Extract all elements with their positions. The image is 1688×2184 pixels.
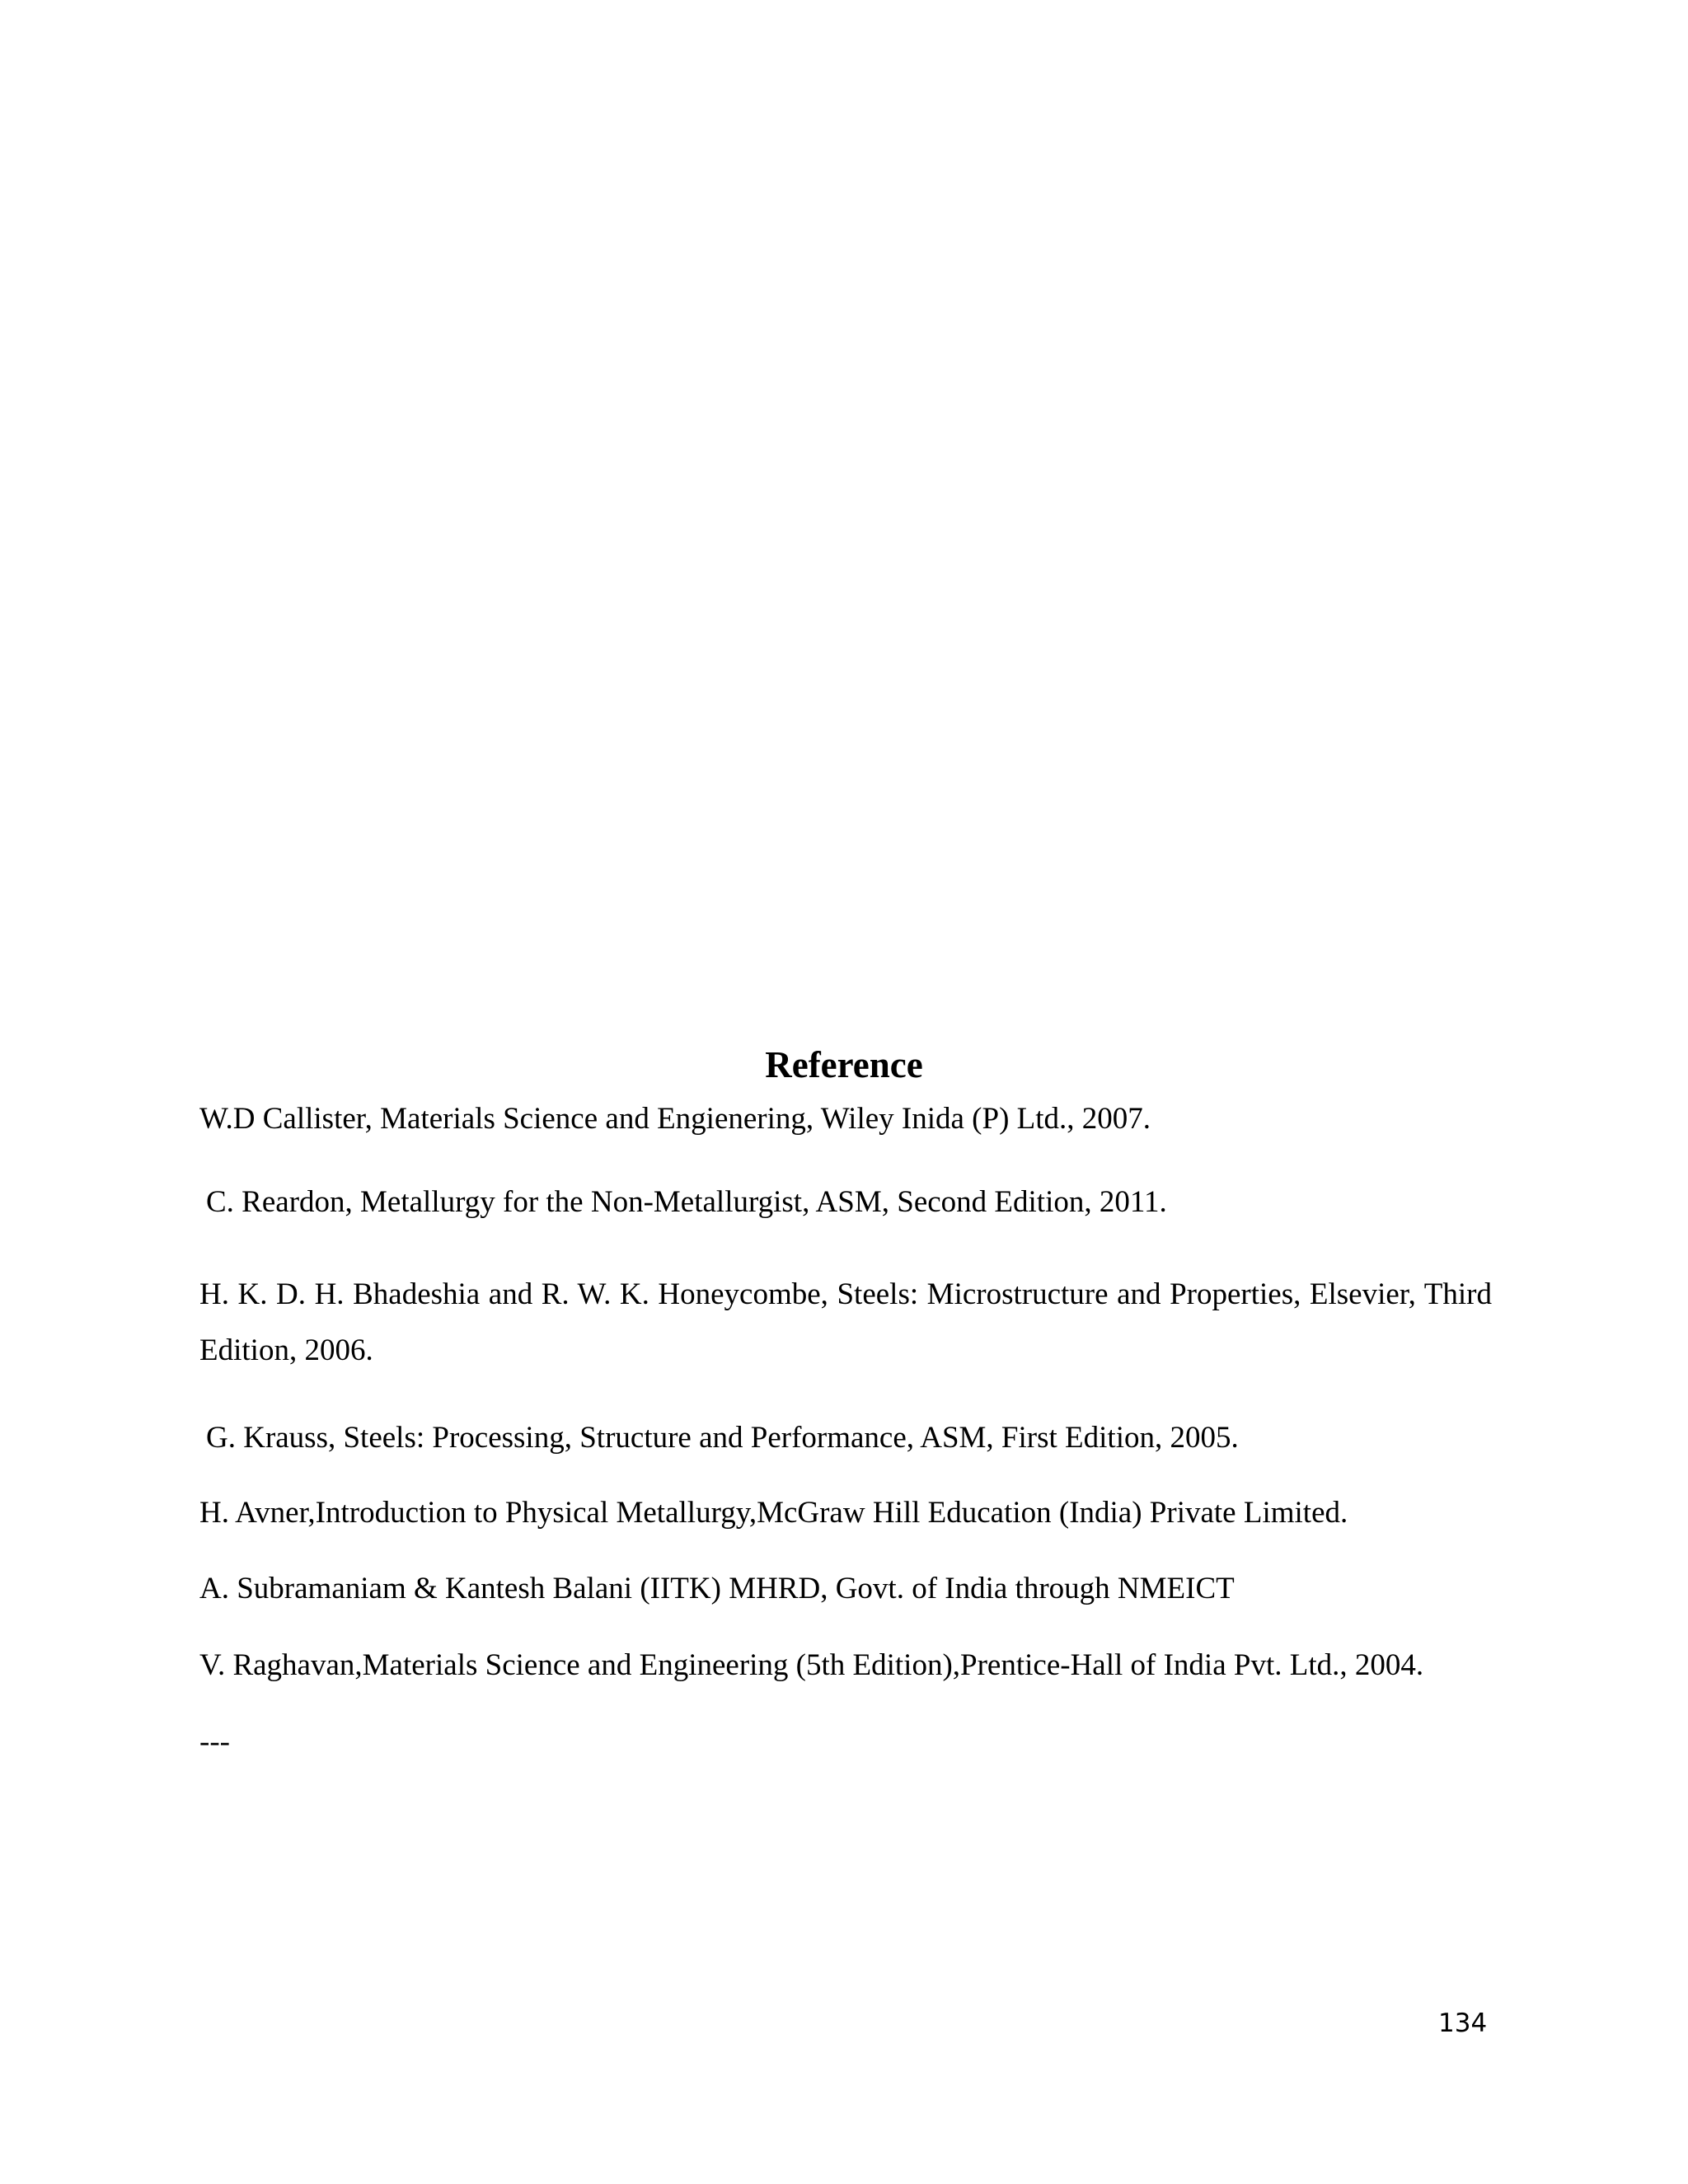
page-title: Reference xyxy=(765,1044,923,1085)
reference-item: H. K. D. H. Bhadeshia and R. W. K. Honeycombe, Steels: Microstructure and Properties, Elsevier, Third Edition, 2006. xyxy=(199,1277,1492,1367)
reference-item: V. Raghavan,Materials Science and Engineering (5th Edition),Prentice-Hall of India Pvt. Ltd., 2004. xyxy=(199,1648,1424,1682)
reference-item: H. Avner,Introduction to Physical Metallurgy,McGraw Hill Education (India) Private Limited. xyxy=(199,1496,1348,1530)
page-number: 134 xyxy=(1438,2008,1488,2038)
reference-item: G. Krauss, Steels: Processing, Structure and Performance, ASM, First Edition, 2005. xyxy=(206,1421,1239,1455)
reference-item: C. Reardon, Metallurgy for the Non-Metallurgist, ASM, Second Edition, 2011. xyxy=(206,1185,1167,1219)
reference-item: A. Subramaniam & Kantesh Balani (IITK) MHRD, Govt. of India through NMEICT xyxy=(199,1572,1235,1605)
separator-text: --- xyxy=(199,1725,230,1759)
reference-item: W.D Callister, Materials Science and Engienering, Wiley Inida (P) Ltd., 2007. xyxy=(199,1102,1151,1136)
